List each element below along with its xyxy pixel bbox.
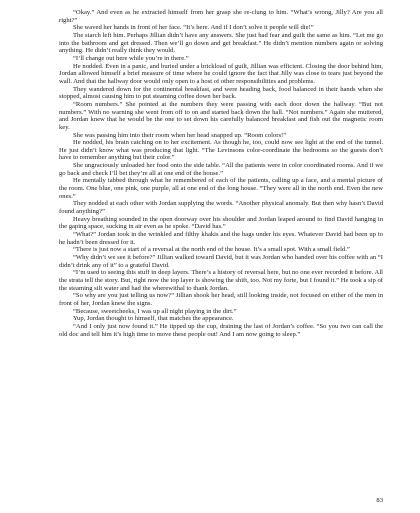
paragraph: He mentally tabbed through what he remembered of each of the patients, calling up a face, and a mental picture of the room. One blue, one pink, one purple, all at one end of the long house. “They were all in the north end. Even the new ones.”: [59, 177, 383, 200]
paragraph: “So why are you just telling us now?” Jillian shook her head, still looking inside, not focused on either of the men in front of her, Jordan knew the signs.: [59, 292, 383, 307]
paragraph: They nodded at each other with Jordan supplying the words. “Another physical anomaly. But then why hasn’t David found anything?”: [59, 200, 383, 216]
paragraph: “Okay.” And even as he extracted himself from her grasp she re-clung to him. “What’s wrong, Jilly? Are you all right?”: [59, 9, 383, 24]
paragraph: Yup, Jordan thought to himself, that matches the appearance.: [73, 315, 234, 323]
body-text: [59, 9, 383, 338]
paragraph: She ungraciously unloaded her food onto the side table. “All the patients were in color coordinated rooms. And if we go back and check I’ll bet they’re all at one end of the house.”: [59, 162, 383, 177]
paragraph: Heavy breathing sounded in the open doorway over his shoulder and Jordan leaped around to find David hanging in the gaping space, sucking in air even as he spoke. “David has.”: [59, 215, 383, 231]
paragraph: “Room numbers.” She pointed at the numbers they were passing with each door down the hallway. “But not numbers.” With no warning she went from off to on and started back down the hall. “Not numbers.” Again she muttered, and Jordan knew that he would be the one to set down his carefully balanced breakfast and fish out the magnetic room key.: [59, 100, 383, 131]
paragraph: “There is just now a start of a reversal at the north end of the house. It’s a small spot. With a small field.”: [73, 246, 350, 254]
paragraph: She was passing him into their room when her head snapped up. “Room colors!”: [73, 131, 287, 139]
paragraph: “I’ll change out here while you’re in there.”: [73, 54, 189, 62]
paragraph: He nodded, his brain catching on to her excitement. As though he, too, could now see light at the end of the tunnel. He just didn’t know what was producing that light. “The Levinsons color-coordinate the bedrooms so the guests don’t have to remember anything but their color.”: [59, 139, 383, 162]
page-number: 83: [376, 497, 383, 504]
paragraph: “What?” Jordan took in the wrinkled and filthy khakis and the bags under his eyes. Whatever David had been up to he hadn’t been dressed for it.: [59, 231, 383, 246]
paragraph: “And I only just now found it.” He tipped up the cup, draining the last of Jordan’s coffee. “So you two can call the old doc and tell him it’s high time to move these people out! And I am now going to sleep.”: [59, 322, 383, 338]
paragraph: The starch left him. Perhaps Jillian didn’t have any answers. She just had fear and guilt the same as him. “Let me go into the bathroom and get dressed. Then we’ll go down and get breakfast.” He didn’t mention numbers again or solving anything. He didn’t really think they would.: [59, 31, 383, 55]
paragraph: “Because, sweetcheeks, I was up all night playing in the dirt.”: [73, 307, 237, 315]
paragraph: “Why didn’t we see it before?” Jillian walked toward David, but it was Jordan who handed over his coffee with an “I didn’t drink any of it” to a grateful David.: [59, 254, 383, 269]
paragraph: He nodded. Even in a panic, and buried under a brickload of guilt, Jillian was efficient. Closing the door behind him, Jordan allowed himself a brief measure of time where he could ignore the fact that Jilly was close to tears just beyond the wall. And that the hallway door would only open to a host of other responsibilities and problems.: [59, 62, 383, 85]
paragraph: “I’m used to seeing this stuff in deep layers. There’s a history of reversal here, but no one ever recorded it before. All the strata tell the story. But, right now the top layer is showing the shift, too. Not my forte, but I found it.” He took a sip of the steaming silt water and had the wherewithal to thank Jordan.: [59, 269, 383, 292]
paragraph: They wandered down for the continental breakfast, and were heading back, food balanced in their hands when she stopped, almost causing him to put steaming coffee down her back.: [59, 85, 383, 101]
paragraph: She waved her hands in front of her face. “It’s here. And if I don’t solve it people will die!”: [73, 24, 314, 32]
